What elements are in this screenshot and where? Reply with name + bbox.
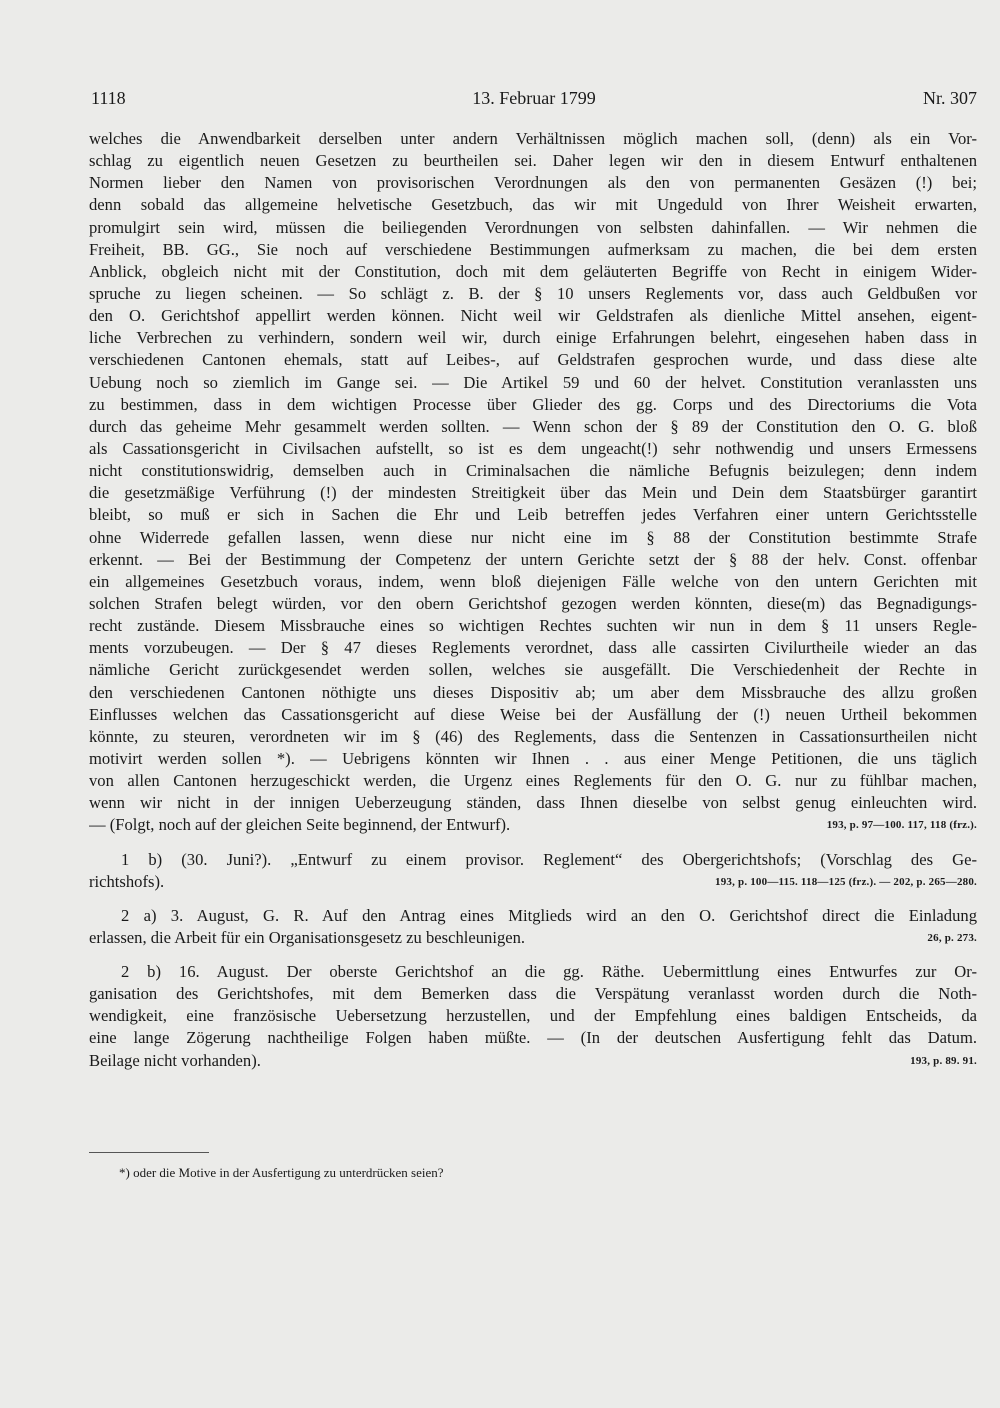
text-line: den O. Gerichtshof appellirt werden können. Nicht weil wir Geldstrafen als dienliche Mittel ansehen, eigent- bbox=[89, 306, 977, 326]
text-line-content: — (Folgt, noch auf der gleichen Seite beginnend, der Entwurf). bbox=[89, 815, 511, 835]
source-reference: 193, p. 89. 91. bbox=[910, 1054, 977, 1067]
text-line: schlag zu eigentlich neuen Gesetzen zu beurtheilen sei. Daher legen wir den in diesem Entwurf enthaltenen bbox=[89, 151, 977, 171]
entry bbox=[89, 905, 977, 949]
entry-line: 2 a) 3. August, G. R. Auf den Antrag eines Mitglieds wird an den O. Gerichtshof direct die Einladung bbox=[121, 905, 977, 925]
page-header bbox=[91, 88, 977, 112]
source-reference: 26, p. 273. bbox=[927, 931, 977, 944]
text-line: verschiedenen Cantonen ehemals, statt auf Leibes-, auf Geldstrafen gesprochen wurde, und dass diese alte bbox=[89, 350, 977, 370]
text-line: recht zustände. Diesem Missbrauche eines so wichtigen Rechtes suchten wir nun in dem § 11 unsers Regle- bbox=[89, 616, 977, 636]
text-line: nicht constitutionswidrig, demselben auch in Criminalsachen die nämliche Befugnis beizulegen; denn indem bbox=[89, 461, 977, 481]
text-line: liche Verbrechen zu verhindern, sondern weil wir, durch einige Erfahrungen belehrt, eingesehen haben dass in bbox=[89, 328, 977, 348]
text-line: die gesetzmäßige Verführung (!) der mindesten Streitigkeit über das Mein und Dein dem Staatsbürger garantirt bbox=[89, 483, 977, 503]
text-line: motivirt werden sollen *). — Uebrigens könnten wir Ihnen . . aus einer Menge Petitionen, die uns täglich bbox=[89, 748, 977, 768]
entry-line: 2 b) 16. August. Der oberste Gerichtshof an die gg. Räthe. Uebermittlung eines Entwurfes zur Or- bbox=[121, 962, 977, 982]
text-line: ein allgemeines Gesetzbuch voraus, indem, wenn bloß diejenigen Fälle welche von den untern Gerichten mit bbox=[89, 571, 977, 591]
entry-line-content: erlassen, die Arbeit für ein Organisationsgesetz zu beschleunigen. bbox=[89, 927, 526, 947]
text-line: bleibt, so muß er sich in Sachen die Ehr und Leib betreffen jedes Verfahren einer untern Gerichtsstelle bbox=[89, 505, 977, 525]
entry-line bbox=[89, 1050, 977, 1072]
entry-line: 1 b) (30. Juni?). „Entwurf zu einem provisor. Reglement“ des Obergerichtshofs; (Vorschlag des Ge- bbox=[121, 849, 977, 869]
entry bbox=[89, 961, 977, 1072]
source-reference: 193, p. 97—100. 117, 118 (frz.). bbox=[826, 819, 977, 832]
document-number: Nr. 307 bbox=[923, 88, 977, 108]
entry-line bbox=[89, 927, 977, 949]
page-number: 1118 bbox=[91, 88, 126, 108]
header-date: 13. Februar 1799 bbox=[472, 88, 596, 108]
entry-line: eine lange Zögerung nachtheilige Folgen haben müßte. — (In der deutschen Ausfertigung fehlt das Datum. bbox=[89, 1028, 977, 1048]
entries-list bbox=[89, 849, 977, 1072]
text-line: Anblick, obgleich nicht mit der Constitution, doch mit dem geläuterten Begriffe von Recht in einigem Wider- bbox=[89, 261, 977, 281]
text-line: Uebung noch so ziemlich im Gange sei. — Die Artikel 59 und 60 der helvet. Constitution veranlassten uns bbox=[89, 372, 977, 392]
entry-line: wendigkeit, eine französische Uebersetzung herzustellen, und der Empfehlung eines baldigen Entscheids, da bbox=[89, 1006, 977, 1026]
text-line bbox=[89, 814, 977, 836]
text-line: den verschiedenen Cantonen nöthigte uns dieses Dispositiv ab; um aber dem Missbrauche des allzu großen bbox=[89, 682, 977, 702]
text-line: durch das geheime Mehr gesammelt werden sollten. — Wenn schon der § 89 der Constitution den O. G. bloß bbox=[89, 416, 977, 436]
text-line: als Cassationsgericht in Civilsachen aufstellt, so ist es dem ungeacht(!) sehr nothwendig und unsers Ermessens bbox=[89, 438, 977, 458]
text-line: ohne Widerrede gefallen lassen, wenn diese nur nicht eine im § 88 der Constitution bestimmte Strafe bbox=[89, 527, 977, 547]
text-line: nämliche Gericht zurückgesendet werden sollen, welches sie ausgefällt. Die Verschiedenheit der Rechte in bbox=[89, 660, 977, 680]
text-line: Einflusses welchen das Cassationsgericht auf diese Weise bei der Ausfällung der (!) neuen Urtheil bekommen bbox=[89, 704, 977, 724]
text-line: könnte, zu steuren, verordneten wir im § (46) des Reglements, dass die Sentenzen in Cassationsurtheilen nicht bbox=[89, 726, 977, 746]
entry-line: ganisation des Gerichtshofes, mit dem Bemerken dass die Verspätung veranlasst worden durch die Noth- bbox=[89, 984, 977, 1004]
entry-line bbox=[89, 871, 977, 893]
text-line: solchen Strafen belegt würden, vor den obern Gerichtshof gezogen werden könnten, diese(m) das Begnadigungs- bbox=[89, 593, 977, 613]
text-line: wenn wir nicht in der innigen Ueberzeugung ständen, dass Ihnen dieselbe von selbst genug einleuchten wird. bbox=[89, 793, 977, 813]
source-reference: 193, p. 100—115. 118—125 (frz.). — 202, p. 265—280. bbox=[715, 875, 977, 888]
text-line: welches die Anwendbarkeit derselben unter andern Verhältnissen möglich machen soll, (denn) als ein Vor- bbox=[89, 129, 977, 148]
footnote-rule bbox=[89, 1152, 209, 1153]
footnote: *) oder die Motive in der Ausfertigung zu unterdrücken seien? bbox=[119, 1165, 444, 1180]
text-line: spruche zu liegen scheinen. — So schlägt z. B. der § 10 unsers Reglements vor, dass auch Geldbußen vor bbox=[89, 283, 977, 303]
text-line: von allen Cantonen herzugeschickt werden, die Urgenz eines Reglements für den O. G. nur zu fühlbar machen, bbox=[89, 771, 977, 791]
text-line: ments vorzubeugen. — Der § 47 dieses Reglements verordnet, dass alle cassirten Civilurtheile wieder an das bbox=[89, 638, 977, 658]
entry-line-content: Beilage nicht vorhanden). bbox=[89, 1050, 261, 1070]
text-line: erkennt. — Bei der Bestimmung der Competenz der untern Gerichte setzt der § 88 der helv. Const. offenbar bbox=[89, 549, 977, 569]
text-line: zu bestimmen, dass in dem wichtigen Processe über Glieder des gg. Corps und des Directoriums die Vota bbox=[89, 394, 977, 414]
text-line: Normen lieber den Namen von provisorischen Verordnungen als den von permanenten Gesäzen (!) bei; bbox=[89, 173, 977, 193]
entry-line-content: richtshofs). bbox=[89, 871, 165, 891]
entry bbox=[89, 849, 977, 893]
text-line: promulgirt sein wird, müssen die beiliegenden Verordnungen von selbsten dahinfallen. — Wir nehmen die bbox=[89, 217, 977, 237]
text-line: Freiheit, BB. GG., Sie noch auf verschiedene Bestimmungen aufmerksam zu machen, die bei dem ersten bbox=[89, 239, 977, 259]
text-line: denn sobald das allgemeine helvetische Gesetzbuch, das wir mit Ungeduld von Ihrer Weisheit erwarten, bbox=[89, 195, 977, 215]
main-paragraph bbox=[89, 128, 977, 837]
page-body bbox=[89, 128, 977, 1072]
